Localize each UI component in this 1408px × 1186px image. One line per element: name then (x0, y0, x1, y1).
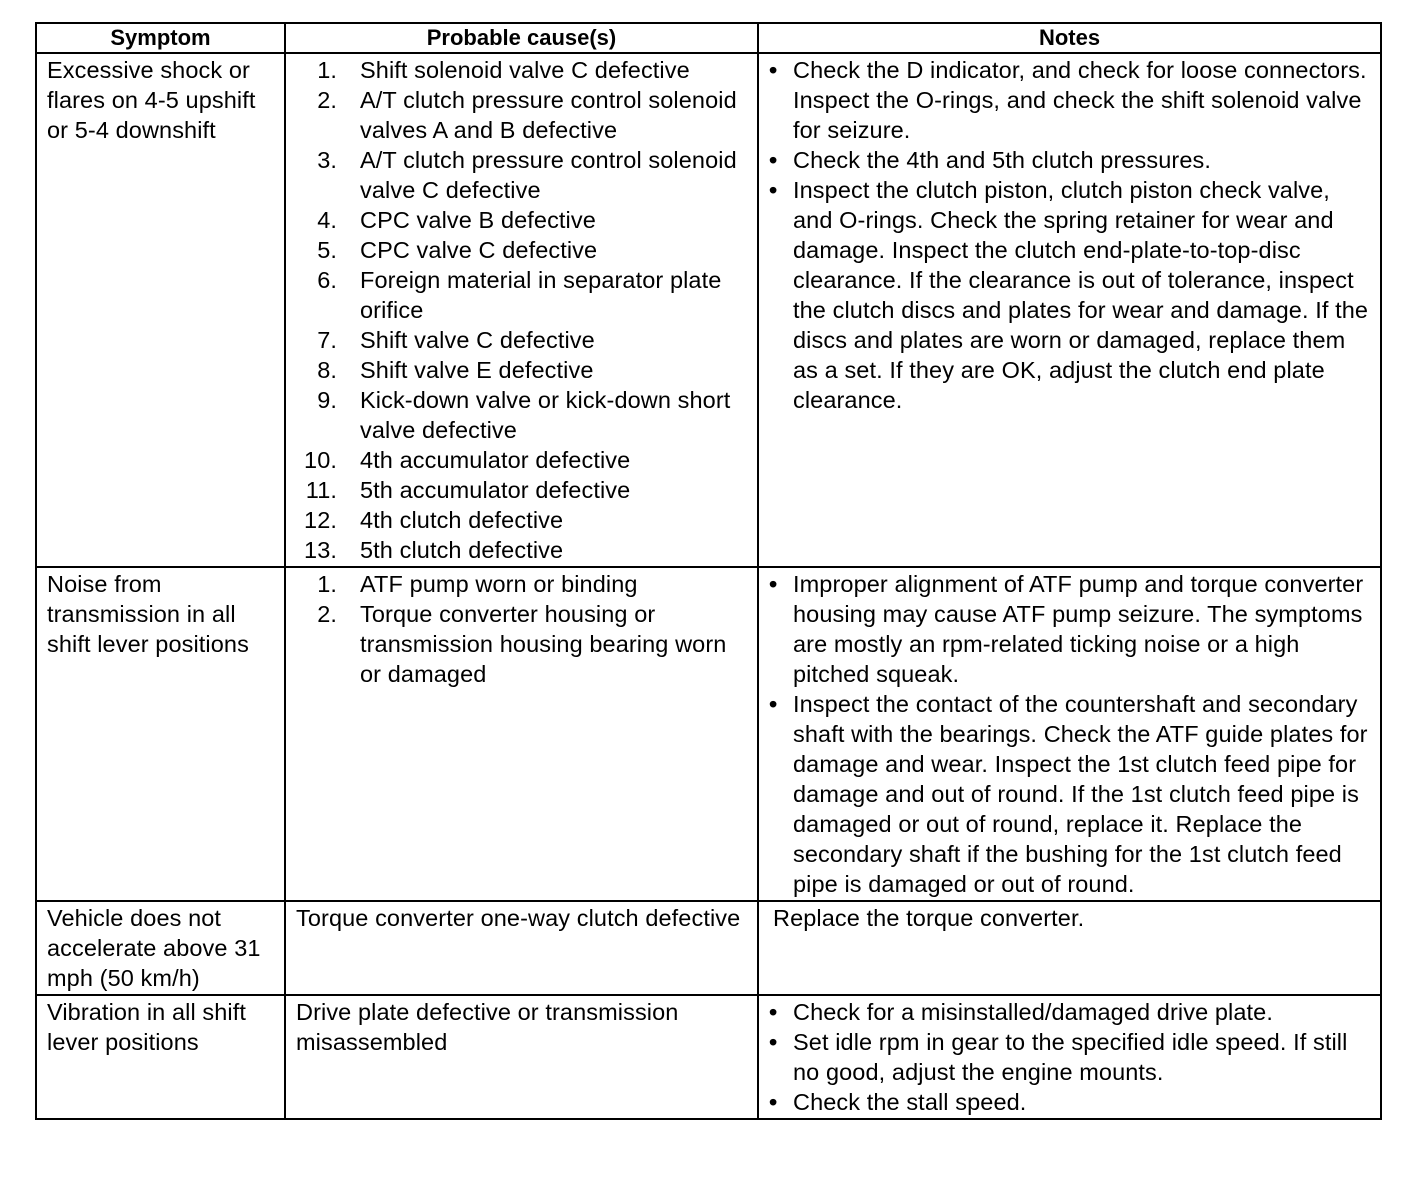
header-row (36, 23, 1381, 53)
troubleshooting-table (35, 22, 1382, 1120)
bullet-icon: • (769, 571, 778, 597)
cause-text: 4th accumulator defective (360, 447, 631, 473)
cause-item (296, 265, 751, 325)
note-item (769, 689, 1374, 899)
cause-text: Torque converter housing or transmission housing bearing worn or damaged (360, 601, 727, 687)
notes-cell (758, 53, 1381, 567)
cause-text: 5th clutch defective (360, 537, 564, 563)
cause-text: A/T clutch pressure control solenoid valve C defective (360, 147, 737, 203)
note-item (769, 1087, 1374, 1117)
symptom-text: Vehicle does not accelerate above 31 mph (50 km/h) (47, 905, 261, 991)
symptom-text: Excessive shock or flares on 4-5 upshift or 5-4 downshift (47, 57, 256, 143)
bullet-icon: • (769, 147, 778, 173)
table-row (36, 995, 1381, 1119)
notes-cell (758, 901, 1381, 995)
cause-list (296, 55, 751, 565)
cause-number: 2. (317, 87, 337, 113)
cause-number: 12. (304, 507, 337, 533)
note-list (769, 569, 1374, 899)
cause-number: 4. (317, 207, 337, 233)
note-text: Check the stall speed. (793, 1089, 1027, 1115)
cause-number: 13. (304, 537, 337, 563)
symptom-text: Noise from transmission in all shift lever positions (47, 571, 249, 657)
cause-number: 8. (317, 357, 337, 383)
note-item (769, 997, 1374, 1027)
symptom-cell (36, 567, 285, 901)
cause-text: 5th accumulator defective (360, 477, 631, 503)
cause-text: Torque converter one-way clutch defective (296, 905, 741, 931)
notes-header: Notes (758, 23, 1381, 53)
cause-list (296, 569, 751, 689)
cause-number: 2. (317, 601, 337, 627)
cause-item (296, 569, 751, 599)
note-item (769, 175, 1374, 415)
cause-text: CPC valve B defective (360, 207, 596, 233)
cause-item (296, 599, 751, 689)
cause-item (296, 145, 751, 205)
cause-item (296, 355, 751, 385)
cause-number: 6. (317, 267, 337, 293)
cause-text: Shift solenoid valve C defective (360, 57, 690, 83)
note-text: Replace the torque converter. (773, 905, 1085, 931)
symptom-cell (36, 901, 285, 995)
cause-text: ATF pump worn or binding (360, 571, 638, 597)
cause-text: Shift valve E defective (360, 357, 594, 383)
cause-text: Shift valve C defective (360, 327, 595, 353)
cause-number: 7. (317, 327, 337, 353)
bullet-icon: • (769, 177, 778, 203)
bullet-icon: • (769, 1089, 778, 1115)
note-text: Improper alignment of ATF pump and torque converter housing may cause ATF pump seizure. The symptoms are mostly an rpm-related ticking noise or a high pitched squeak. (793, 571, 1364, 687)
table-row (36, 901, 1381, 995)
cause-text: Kick-down valve or kick-down short valve defective (360, 387, 731, 443)
cause-item (296, 505, 751, 535)
notes-cell (758, 995, 1381, 1119)
note-text: Inspect the clutch piston, clutch piston check valve, and O-rings. Check the spring retainer for wear and damage. Inspect the clutch end-plate-to-top-disc clearance. If the clearance is out of tolerance, inspect the clutch discs and plates for wear and damage. If the discs and plates are worn or damaged, replace them as a set. If they are OK, adjust the clutch end plate clearance. (793, 177, 1369, 413)
note-text: Check the D indicator, and check for loose connectors. Inspect the O-rings, and check the shift solenoid valve for seizure. (793, 57, 1367, 143)
causes-header: Probable cause(s) (285, 23, 758, 53)
cause-item (296, 325, 751, 355)
table-row (36, 53, 1381, 567)
symptom-cell (36, 995, 285, 1119)
note-text: Check the 4th and 5th clutch pressures. (793, 147, 1211, 173)
bullet-icon: • (769, 999, 778, 1025)
notes-cell (758, 567, 1381, 901)
cause-number: 10. (304, 447, 337, 473)
cause-number: 9. (317, 387, 337, 413)
causes-cell (285, 567, 758, 901)
cause-number: 1. (317, 57, 337, 83)
note-item (769, 55, 1374, 145)
cause-item (296, 235, 751, 265)
causes-cell (285, 901, 758, 995)
cause-text: Drive plate defective or transmission misassembled (296, 999, 679, 1055)
note-text: Inspect the contact of the countershaft and secondary shaft with the bearings. Check the ATF guide plates for damage and wear. Inspect the 1st clutch feed pipe for damage and out of round. If the 1st clutch feed pipe is damaged or out of round, replace it. Replace the secondary shaft if the bushing for the 1st clutch feed pipe is damaged or out of round. (793, 691, 1368, 897)
note-text: Check for a misinstalled/damaged drive plate. (793, 999, 1273, 1025)
bullet-icon: • (769, 1029, 778, 1055)
causes-cell (285, 53, 758, 567)
cause-item (296, 85, 751, 145)
causes-cell (285, 995, 758, 1119)
cause-text: Foreign material in separator plate orifice (360, 267, 722, 323)
note-text: Set idle rpm in gear to the specified idle speed. If still no good, adjust the engine mounts. (793, 1029, 1348, 1085)
note-list (769, 997, 1374, 1117)
cause-text: A/T clutch pressure control solenoid valves A and B defective (360, 87, 737, 143)
bullet-icon: • (769, 57, 778, 83)
cause-number: 11. (305, 477, 337, 503)
note-list (769, 55, 1374, 415)
troubleshooting-sheet (35, 22, 1380, 1120)
symptom-cell (36, 53, 285, 567)
symptom-text: Vibration in all shift lever positions (47, 999, 247, 1055)
cause-item (296, 385, 751, 445)
cause-text: 4th clutch defective (360, 507, 564, 533)
cause-number: 5. (317, 237, 337, 263)
cause-number: 1. (317, 571, 337, 597)
cause-item (296, 535, 751, 565)
bullet-icon: • (769, 691, 778, 717)
note-item (769, 145, 1374, 175)
cause-item (296, 475, 751, 505)
cause-number: 3. (317, 147, 337, 173)
note-item (769, 569, 1374, 689)
cause-item (296, 55, 751, 85)
symptom-header: Symptom (36, 23, 285, 53)
cause-item (296, 445, 751, 475)
cause-text: CPC valve C defective (360, 237, 598, 263)
cause-item (296, 205, 751, 235)
table-row (36, 567, 1381, 901)
note-item (769, 1027, 1374, 1087)
